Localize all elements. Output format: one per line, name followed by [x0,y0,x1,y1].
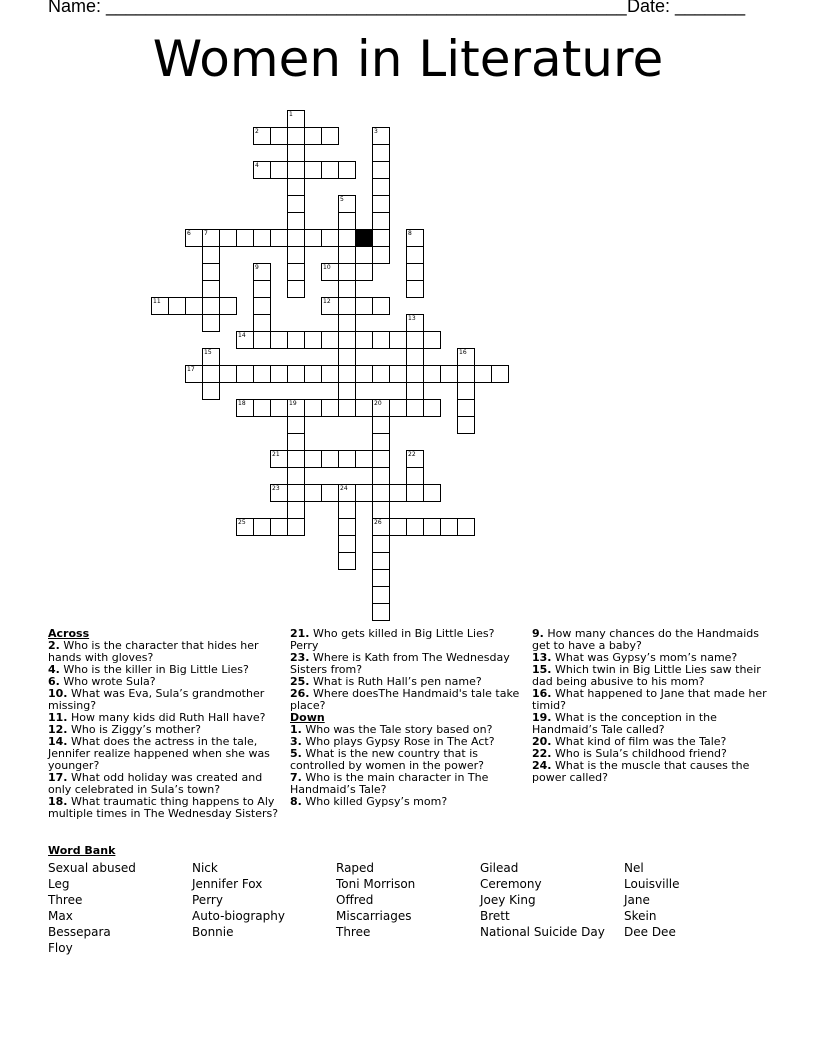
word-bank-item: Perry [192,893,223,907]
clue-number: 2 [255,128,259,135]
crossword-cell[interactable] [253,127,271,145]
crossword-cell[interactable] [423,399,441,417]
clues-column-2 [290,628,522,808]
clue-down-9: 9. How many chances do the Handmaids get to have a baby? [532,627,759,652]
word-bank-item: Offred [336,893,374,907]
clue-down-15: 15. Which twin in Big Little Lies saw their dad being abusive to his mom? [532,663,761,688]
crossword-cell[interactable] [338,365,356,383]
crossword-cell[interactable] [168,297,186,315]
crossword-cell[interactable] [287,433,305,451]
crossword-cell[interactable] [270,450,288,468]
word-bank-item: Gilead [480,861,519,875]
crossword-cell[interactable] [372,552,390,570]
word-bank-item: Brett [480,909,510,923]
clue-down-7: 7. Who is the main character in The Handmaid’s Tale? [290,771,489,796]
crossword-black-cell [355,229,373,247]
crossword-cell[interactable] [372,246,390,264]
word-bank-column-3 [336,860,415,940]
crossword-cell[interactable] [304,450,322,468]
crossword-cell[interactable] [338,331,356,349]
word-bank-item: Toni Morrison [336,877,416,891]
crossword-cell[interactable] [287,229,305,247]
crossword-cell[interactable] [253,297,271,315]
crossword-cell[interactable] [185,229,203,247]
crossword-cell[interactable] [372,416,390,434]
clue-number: 3 [374,128,378,135]
crossword-cell[interactable] [338,212,356,230]
crossword-cell[interactable] [253,263,271,281]
crossword-cell[interactable] [372,297,390,315]
crossword-cell[interactable] [287,246,305,264]
clue-down-24: 24. What is the muscle that causes the power called? [532,759,750,784]
clue-down-19: 19. What is the conception in the Handmaid’s Tale called? [532,711,717,736]
word-bank-column-2 [192,860,285,940]
crossword-cell[interactable] [355,399,373,417]
clue-number: 22 [408,451,416,458]
crossword-cell[interactable] [406,450,424,468]
crossword-cell[interactable] [202,263,220,281]
crossword-cell[interactable] [236,518,254,536]
crossword-cell[interactable] [219,229,237,247]
clue-down-8: 8. Who killed Gypsy’s mom? [290,795,448,808]
word-bank-item: Joey King [480,893,536,907]
crossword-cell[interactable] [338,382,356,400]
crossword-cell[interactable] [338,246,356,264]
word-bank-item: Three [336,925,371,939]
crossword-cell[interactable] [457,365,475,383]
clue-number: 20 [374,400,382,407]
crossword-cell[interactable] [338,399,356,417]
crossword-cell[interactable] [406,348,424,366]
crossword-cell[interactable] [338,518,356,536]
date-field: Date: _______ [627,0,746,16]
crossword-cell[interactable] [151,297,169,315]
crossword-cell[interactable] [338,195,356,213]
word-bank-item: Bonnie [192,925,234,939]
word-bank-item: Skein [624,909,657,923]
crossword-cell[interactable] [338,535,356,553]
word-bank-item: Jane [624,893,650,907]
crossword-cell[interactable] [270,331,288,349]
clue-number: 7 [204,230,208,237]
crossword-cell[interactable] [202,280,220,298]
crossword-cell[interactable] [372,161,390,179]
clue-down-20: 20. What kind of film was the Tale? [532,735,727,748]
clue-across-17: 17. What odd holiday was created and only celebrated in Sula’s town? [48,771,263,796]
clue-number: 4 [255,162,259,169]
crossword-cell[interactable] [202,382,220,400]
clue-number: 11 [153,298,161,305]
word-bank-item: Louisville [624,877,680,891]
word-bank-item: Leg [48,877,70,891]
crossword-cell[interactable] [372,603,390,621]
crossword-cell[interactable] [236,331,254,349]
clue-number: 8 [408,230,412,237]
crossword-cell[interactable] [406,365,424,383]
crossword-cell[interactable] [270,229,288,247]
crossword-cell[interactable] [253,518,271,536]
word-bank-item: Auto-biography [192,909,285,923]
crossword-cell[interactable] [270,518,288,536]
crossword-cell[interactable] [287,467,305,485]
clue-across-26: 26. Where doesThe Handmaid's tale take place? [290,687,520,712]
down-heading: Down [290,711,325,724]
crossword-cell[interactable] [491,365,509,383]
crossword-cell[interactable] [287,161,305,179]
crossword-cell[interactable] [287,144,305,162]
crossword-cell[interactable] [355,484,373,502]
clue-across-14: 14. What does the actress in the tale, Jennifer realize happened when she was younger? [48,735,270,772]
crossword-cell[interactable] [253,280,271,298]
crossword-cell[interactable] [389,399,407,417]
crossword-cell[interactable] [440,365,458,383]
crossword-cell[interactable] [406,518,424,536]
crossword-cell[interactable] [372,501,390,519]
crossword-cell[interactable] [321,484,339,502]
crossword-cell[interactable] [372,450,390,468]
crossword-cell[interactable] [457,416,475,434]
crossword-cell[interactable] [321,161,339,179]
crossword-cell[interactable] [236,399,254,417]
crossword-cell[interactable] [270,484,288,502]
crossword-cell[interactable] [372,178,390,196]
clue-number: 16 [459,349,467,356]
clue-number: 23 [272,485,280,492]
crossword-cell[interactable] [236,365,254,383]
crossword-cell[interactable] [270,365,288,383]
crossword-cell[interactable] [287,127,305,145]
crossword-cell[interactable] [406,263,424,281]
crossword-cell[interactable] [219,297,237,315]
clue-number: 12 [323,298,331,305]
crossword-cell[interactable] [372,535,390,553]
crossword-cell[interactable] [423,484,441,502]
crossword-cell[interactable] [321,365,339,383]
crossword-cell[interactable] [321,229,339,247]
clue-across-25: 25. What is Ruth Hall’s pen name? [290,675,482,688]
crossword-cell[interactable] [423,365,441,383]
clue-down-3: 3. Who plays Gypsy Rose in The Act? [290,735,495,748]
crossword-cell[interactable] [253,331,271,349]
word-bank-item: Sexual abused [48,861,136,875]
clue-across-4: 4. Who is the killer in Big Little Lies? [48,663,249,676]
crossword-cell[interactable] [423,518,441,536]
word-bank-item: Floy [48,941,73,955]
clue-number: 19 [289,400,297,407]
clue-across-12: 12. Who is Ziggy’s mother? [48,723,202,736]
crossword-cell[interactable] [287,178,305,196]
crossword-cell[interactable] [185,365,203,383]
clue-across-10: 10. What was Eva, Sula’s grandmother missing? [48,687,265,712]
crossword-cell[interactable] [389,365,407,383]
crossword-cell[interactable] [321,297,339,315]
word-bank-item: Max [48,909,73,923]
crossword-cell[interactable] [304,127,322,145]
crossword-cell[interactable] [287,212,305,230]
across-heading: Across [48,627,90,640]
crossword-cell[interactable] [457,382,475,400]
crossword-cell[interactable] [406,229,424,247]
crossword-cell[interactable] [202,348,220,366]
crossword-cell[interactable] [287,365,305,383]
word-bank-heading: Word Bank [48,844,116,857]
clue-number: 6 [187,230,191,237]
clue-down-16: 16. What happened to Jane that made her timid? [532,687,767,712]
crossword-cell[interactable] [372,399,390,417]
crossword-cell[interactable] [372,586,390,604]
clue-number: 25 [238,519,246,526]
crossword-cell[interactable] [355,263,373,281]
crossword-cell[interactable] [355,365,373,383]
crossword-cell[interactable] [372,518,390,536]
clue-down-5: 5. What is the new country that is controlled by women in the power? [290,747,485,772]
crossword-cell[interactable] [202,314,220,332]
crossword-cell[interactable] [304,484,322,502]
crossword-cell[interactable] [253,365,271,383]
crossword-cell[interactable] [253,399,271,417]
crossword-cell[interactable] [304,365,322,383]
crossword-cell[interactable] [372,331,390,349]
crossword-cell[interactable] [304,161,322,179]
crossword-cell[interactable] [372,144,390,162]
word-bank-column-1 [48,860,136,956]
clue-number: 18 [238,400,246,407]
clue-down-22: 22. Who is Sula’s childhood friend? [532,747,727,760]
clue-number: 13 [408,315,416,322]
crossword-cell[interactable] [321,399,339,417]
crossword-cell[interactable] [474,365,492,383]
crossword-cell[interactable] [406,382,424,400]
clue-number: 9 [255,264,259,271]
crossword-cell[interactable] [338,229,356,247]
word-bank-column-4 [480,860,605,940]
crossword-cell[interactable] [287,518,305,536]
crossword-cell[interactable] [338,484,356,502]
word-bank-item: Nick [192,861,218,875]
word-bank-item: Dee Dee [624,925,676,939]
clue-number: 15 [204,349,212,356]
crossword-cell[interactable] [338,450,356,468]
crossword-cell[interactable] [202,246,220,264]
crossword-cell[interactable] [372,433,390,451]
word-bank-item: Miscarriages [336,909,412,923]
clue-number: 24 [340,485,348,492]
crossword-cell[interactable] [372,569,390,587]
crossword-cell[interactable] [287,110,305,128]
crossword-cell[interactable] [355,297,373,315]
crossword-cell[interactable] [338,552,356,570]
clue-across-6: 6. Who wrote Sula? [48,675,156,688]
clue-number: 14 [238,332,246,339]
clue-number: 17 [187,366,195,373]
crossword-cell[interactable] [287,195,305,213]
crossword-cell[interactable] [287,263,305,281]
crossword-cell[interactable] [440,518,458,536]
crossword-cell[interactable] [338,280,356,298]
crossword-cell[interactable] [338,263,356,281]
crossword-cell[interactable] [253,229,271,247]
crossword-cell[interactable] [304,229,322,247]
crossword-cell[interactable] [355,450,373,468]
crossword-cell[interactable] [406,280,424,298]
crossword-cell[interactable] [406,314,424,332]
crossword-cell[interactable] [338,297,356,315]
clue-number: 26 [374,519,382,526]
clue-number: 5 [340,196,344,203]
crossword-cell[interactable] [372,467,390,485]
clue-down-13: 13. What was Gypsy’s mom’s name? [532,651,738,664]
crossword-cell[interactable] [185,297,203,315]
crossword-cell[interactable] [270,161,288,179]
crossword-cell[interactable] [287,280,305,298]
crossword-cell[interactable] [219,365,237,383]
crossword-cell[interactable] [372,229,390,247]
crossword-cell[interactable] [338,314,356,332]
clue-across-18: 18. What traumatic thing happens to Aly multiple times in The Wednesday Sisters? [48,795,279,820]
word-bank-item: Bessepara [48,925,111,939]
crossword-cell[interactable] [321,450,339,468]
crossword-cell[interactable] [304,399,322,417]
crossword-cell[interactable] [321,127,339,145]
crossword-cell[interactable] [372,484,390,502]
crossword-cell[interactable] [287,484,305,502]
clue-down-1: 1. Who was the Tale story based on? [290,723,493,736]
word-bank-item: Raped [336,861,375,875]
word-bank-item: Three [48,893,83,907]
clues-column-1 [48,628,280,820]
page-title: Women in Literature [152,30,664,88]
word-bank-column-5 [624,860,680,940]
crossword-cell[interactable] [355,331,373,349]
crossword-cell[interactable] [338,348,356,366]
crossword-cell[interactable] [406,246,424,264]
clue-number: 21 [272,451,280,458]
crossword-cell[interactable] [389,484,407,502]
word-bank-item: Ceremony [480,877,542,891]
crossword-cell[interactable] [457,518,475,536]
word-bank-item: Jennifer Fox [192,877,263,891]
crossword-cell[interactable] [406,331,424,349]
crossword-cell[interactable] [389,518,407,536]
crossword-cell[interactable] [406,467,424,485]
crossword-cell[interactable] [270,127,288,145]
crossword-cell[interactable] [338,161,356,179]
crossword-cell[interactable] [389,331,407,349]
crossword-cell[interactable] [338,501,356,519]
crossword-cell[interactable] [372,127,390,145]
crossword-cell[interactable] [287,501,305,519]
crossword-cell[interactable] [287,399,305,417]
name-field: Name: ____________________________________________________ [48,0,627,16]
crossword-cell[interactable] [287,416,305,434]
clue-across-23: 23. Where is Kath from The Wednesday Sisters from? [290,651,510,676]
crossword-cell[interactable] [202,229,220,247]
crossword-cell[interactable] [202,297,220,315]
clue-number: 1 [289,111,293,118]
clue-across-11: 11. How many kids did Ruth Hall have? [48,711,266,724]
crossword-cell[interactable] [304,331,322,349]
word-bank-item: Nel [624,861,644,875]
crossword-cell[interactable] [321,263,339,281]
crossword-cell[interactable] [406,399,424,417]
crossword-cell[interactable] [372,365,390,383]
crossword-cell[interactable] [236,229,254,247]
crossword-cell[interactable] [287,331,305,349]
clue-number: 10 [323,264,331,271]
crossword-cell[interactable] [202,365,220,383]
clue-across-21: 21. Who gets killed in Big Little Lies? Perry [290,627,495,652]
crossword-cell[interactable] [406,484,424,502]
crossword-cell[interactable] [253,314,271,332]
word-bank-item: National Suicide Day [480,925,605,939]
clue-across-2: 2. Who is the character that hides her hands with gloves? [48,639,259,664]
crossword-cell[interactable] [423,331,441,349]
clues-column-3 [532,628,768,784]
crossword-cell[interactable] [287,450,305,468]
crossword-cell[interactable] [372,212,390,230]
crossword-cell[interactable] [321,331,339,349]
crossword-cell[interactable] [372,195,390,213]
crossword-cell[interactable] [253,161,271,179]
crossword-cell[interactable] [457,348,475,366]
crossword-cell[interactable] [270,399,288,417]
crossword-cell[interactable] [457,399,475,417]
